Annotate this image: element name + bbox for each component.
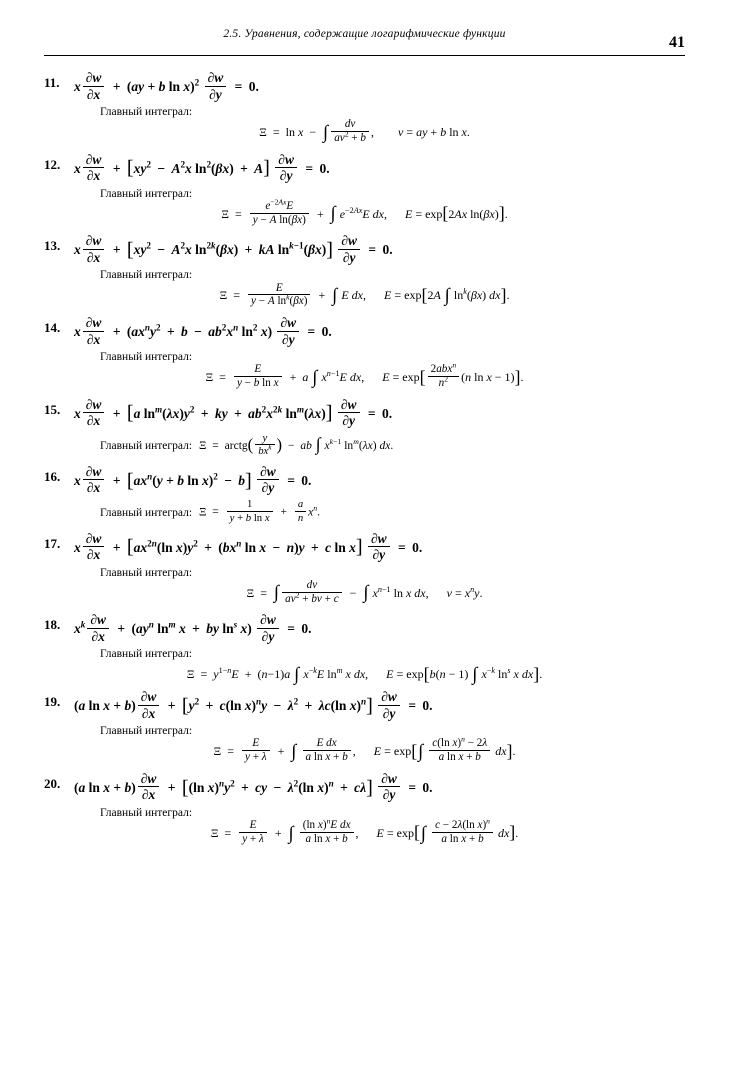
entry-equation: x $\frac{\partial w}{\partial x}$ + [a $\ln^m(\lambda x)y^2$ + ky + $ab^2x^{2k}$ $\ln^m(\lambda x)$] $\frac{\partial w}{\partial y}$ = 0. [74, 396, 393, 429]
entry-equation: x $\frac{\partial w}{\partial x}$ + [$ax^n(y + b$ ln x)$^2$ − b] $\frac{\partial w}{\partial y}$ = 0. [74, 463, 312, 496]
solution-inline [100, 500, 685, 526]
solution-label: Главный интеграл: [100, 806, 193, 819]
solution-formula: Ξ = $\frac{E}{y + \lambda}$ + ∫ $\frac{\text{E dx}}{\text{a ln x + b}}$ , E = exp[∫ $\frac{c(\ln x)^n - 2\lambda}{\text{a ln x + b}}$ dx]. [213, 734, 516, 764]
equation-entry-20 [44, 770, 685, 848]
entry-number: 18. [44, 617, 61, 633]
page-header [44, 28, 685, 52]
entry-equation: (a ln x + b) $\frac{\partial w}{\partial x}$ + [$y^2 + c(\ln$ $x)^ny - \lambda^2 + \lambda c(\ln$ x)$^n$] $\frac{\partial w}{\partial y}$ = 0. [74, 689, 433, 721]
solution-formula: Ξ = $\frac{e^{-2Ax}E}{\text{y − A ln(βx)}}$ + ∫ $e^{-2Ax}E$ dx, E = exp[2Ax ln(βx)]. [221, 197, 508, 226]
solution-formula: Ξ = ∫ $\frac{dv}{av^2 + bv + c}$ − ∫ $x^{n-1}$ ln x dx, $v = x^ny$. [246, 578, 483, 605]
solution-label: Главный интеграл: [100, 269, 193, 282]
equation-entry-13 [44, 235, 685, 310]
entry-equation: x $\frac{\partial w}{\partial x}$ + (ay + b ln x)$^2$ $\frac{\partial w}{\partial y}$ = 0. [74, 69, 259, 102]
solution-inline [100, 433, 685, 459]
entry-equation: x $\frac{\partial w}{\partial x}$ + [$ax^{2n}(\ln$ $x)y^2 + (bx^n$ ln x − n)y + c ln x] $\frac{\partial w}{\partial y}$ = 0. [74, 530, 423, 563]
entry-number: 15. [44, 401, 61, 417]
solution-formula: $\Xi = y^{1-n}E + (n-1)a$ ∫ $x^{-k}E$ $\ln^m x$ dx, E = exp[b(n − 1) ∫ $x^{-k}$ $\ln^s x$ dx]. [186, 663, 543, 685]
solution-formula: Ξ = arctg( $\frac{y}{bx^k}$ ) − ab ∫ $x^{k-1}$ $\ln^m(\lambda x)$ dx. [199, 431, 394, 457]
entry-equation: (a ln x + b) $\frac{\partial w}{\partial x}$ + [(ln $x)^ny^2$ + cy − $\lambda^2(\ln$ x)$^n$ + cλ] $\frac{\partial w}{\partial y}$ = 0. [74, 770, 433, 803]
solution-label: Главный интеграл: [100, 106, 193, 119]
solution-label: Главный интеграл: [100, 351, 193, 364]
solution-label: Главный интеграл: [100, 566, 193, 579]
solution-formula: Ξ = $\frac{E}{y + \lambda}$ + ∫ $\frac{(\ln x)^nE dx}{\text{a ln x + b}}$ , E = exp[∫ $\frac{c - 2\lambda(\ln x)^n}{\text{a ln x + b}}$ dx]. [210, 816, 519, 845]
entry-equation: $x^k$ $\frac{\partial w}{\partial x}$ + ($ay^n$ $\ln^m x$ + by $\ln^s x$) $\frac{\partial w}{\partial y}$ = 0. [74, 612, 312, 644]
entry-number: 20. [44, 775, 61, 791]
solution-formula: Ξ = $\frac{E}{\text{y − b ln x}}$ + a ∫ $x^{n-1}E$ dx, E = exp[ $\frac{2abx^n}{n^2}$ (n ln x − 1)]. [205, 360, 524, 390]
solution-label: Главный интеграл: [100, 725, 193, 738]
equation-entry-15 [44, 396, 685, 459]
equation-entry-11 [44, 69, 685, 147]
entry-number: 19. [44, 694, 61, 710]
solution-label: Главный интеграл: [100, 506, 193, 519]
equation-entry-14 [44, 317, 685, 392]
equation-entry-16 [44, 463, 685, 526]
entry-equation: x $\frac{\partial w}{\partial x}$ + [$xy^2 - A^2x$ $\ln^2(\beta x) + A$] $\frac{\partial w}{\partial y}$ = 0. [74, 151, 330, 184]
entry-equation: x $\frac{\partial w}{\partial x}$ + [$xy^2 - A^2x$ $\ln^{2k}(\beta x)$ + kA $\ln^{k-1}(\beta x)$] $\frac{\partial w}{\partial y}$ = 0. [74, 233, 393, 265]
entry-number: 14. [44, 320, 61, 336]
solution-label: Главный интеграл: [100, 187, 193, 200]
solution-formula: Ξ = ln x − ∫ $\frac{dv}{av^2 + b}$ , v = ay + b ln x. [259, 118, 470, 145]
entry-number: 17. [44, 535, 61, 551]
entry-number: 11. [44, 75, 60, 90]
equation-entry-17 [44, 530, 685, 608]
solution-label: Главный интеграл: [100, 439, 193, 452]
solution-formula: Ξ = $\frac{1}{\text{y + b ln x}}$ + $\frac{a}{n}$ $x^n$. [199, 498, 321, 524]
entry-equation: x $\frac{\partial w}{\partial x}$ + ($ax^ny^2 + b - ab^2x^n$ $\ln^2 x$) $\frac{\partial w}{\partial y}$ = 0. [74, 315, 332, 347]
solution-formula: Ξ = $\frac{E}{y - A \ln^k(\beta x)}$ + ∫ E dx, E = exp[2A ∫ $\ln^k(\beta x)$ dx]. [219, 281, 510, 308]
running-title: 2.5. Уравнения, содержащие логарифмические функции [223, 28, 506, 40]
page-number: 41 [669, 34, 685, 51]
header-rule [44, 55, 685, 56]
equation-entry-19 [44, 691, 685, 766]
entry-number: 13. [44, 238, 61, 254]
entry-number: 16. [44, 468, 61, 484]
solution-label: Главный интеграл: [100, 648, 193, 661]
entry-number: 12. [44, 156, 61, 172]
equation-entry-12 [44, 151, 685, 229]
equation-entry-18 [44, 614, 685, 684]
